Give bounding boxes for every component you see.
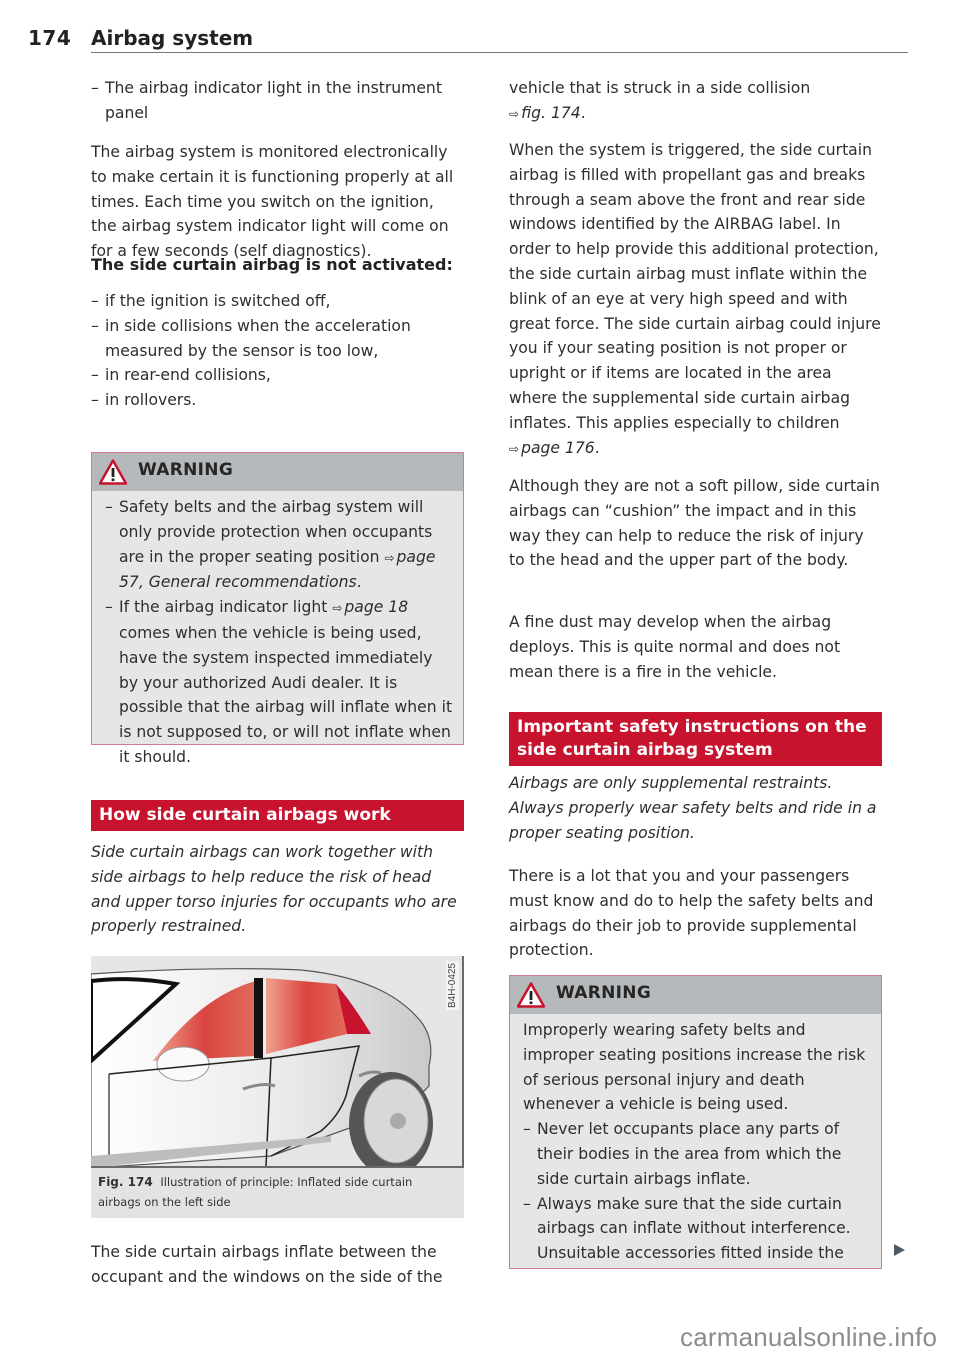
warning-item: – Always make sure that the side curtain airbags can inflate without interference. Unsuitable accessories fitted inside the	[523, 1194, 851, 1263]
list-item: – in rear-end collisions,	[91, 366, 271, 385]
cushion-paragraph: Although they are not a soft pillow, side curtain airbags can “cushion” the impact and in this way they can help to reduce the risk of injury to the head and the upper part of the body.	[509, 477, 880, 570]
header-rule	[91, 52, 908, 53]
continue-arrow-icon	[894, 1244, 905, 1256]
chapter-title: Airbag system	[91, 26, 254, 50]
figure-label: Fig. 174	[98, 1175, 153, 1189]
arrow-right-icon: ⇨	[384, 550, 395, 565]
section-intro: Side curtain airbags can work together with side airbags to help reduce the risk of head and upper torso injuries for occupants who are properly restrained.	[91, 843, 457, 936]
arrow-right-icon: ⇨	[332, 601, 343, 616]
cross-reference-link[interactable]: ⇨ page 18	[332, 598, 409, 617]
page-number: 174	[28, 26, 72, 50]
left-column	[91, 0, 464, 1286]
list-item: – The airbag indicator light in the instrument panel	[91, 76, 464, 126]
not-activated-heading: The side curtain airbag is not activated:	[91, 255, 453, 274]
warning-header	[92, 453, 463, 491]
figure-caption: Fig. 174 Illustration of principle: Inflated side curtain airbags on the left side	[91, 1168, 464, 1218]
list-item: – in side collisions when the acceleration measured by the sensor is too low,	[91, 316, 411, 360]
watermark: carmanualsonline.info	[680, 1322, 938, 1352]
list-item: – if the ignition is switched off,	[91, 292, 331, 310]
warning-triangle-icon	[517, 982, 545, 1008]
warning-box	[91, 452, 464, 766]
car-airbag-illustration	[91, 956, 464, 1168]
warning-label: WARNING	[556, 983, 652, 1003]
section-title-important-safety-instructions: Important safety instructions on the side curtain airbag system	[509, 712, 882, 766]
warning-header	[510, 976, 881, 1014]
car-side-illustration	[91, 956, 464, 1168]
warning-item: – Never let occupants place any parts of their bodies in the area from which the side curtain airbags inflate.	[523, 1120, 842, 1188]
arrow-right-icon: ⇨	[509, 106, 520, 121]
warning-body	[92, 491, 463, 780]
monitor-paragraph: The airbag system is monitored electronically to make certain it is functioning properly at all times. Each time you switch on the ignition, the airbag system indicator light will come on for a few seconds (self diagnostics).	[91, 143, 454, 261]
dust-paragraph: A fine dust may develop when the airbag deploys. This is quite normal and does not mean there is a fire in the vehicle.	[509, 613, 841, 681]
figure-174	[91, 956, 464, 1218]
warning-box	[509, 975, 882, 1269]
list-item: – in rollovers.	[91, 391, 197, 410]
warning-label: WARNING	[138, 460, 234, 480]
warning-triangle-icon	[99, 459, 127, 485]
dash-bullet: –	[91, 79, 99, 97]
cross-reference-link[interactable]: ⇨ page 176	[509, 438, 595, 457]
passengers-paragraph: There is a lot that you and your passengers must know and do to help the safety belts and airbags do their job to provide supplemental protection.	[509, 867, 874, 960]
section-title-how-side-curtain-airbags-work: How side curtain airbags work	[91, 800, 464, 831]
cross-reference-link[interactable]: ⇨ page 57, General recommendations	[119, 547, 436, 592]
continuation-paragraph: vehicle that is struck in a side collision ⇨ fig. 174.	[509, 79, 811, 122]
warning-item: – Safety belts and the airbag system will only provide protection when occupants are in the proper seating position ⇨ page 57, General recommendations.	[105, 498, 436, 592]
triggered-paragraph: When the system is triggered, the side curtain airbag is filled with propellant gas and breaks through a seam above the front and rear side windows identified by the AIRBAG label. In order to help provide this additional protection, the side curtain airbag must inflate within the blink of an eye at very high speed and with great force. The side curtain airbag could injure you if your seating position is not proper or upright or if items are located in the area where the supplemental side curtain airbag inflates. This applies especially to children ⇨ page 176.	[509, 141, 881, 457]
figure-code: B4H-0425	[447, 963, 458, 1009]
section-intro: Airbags are only supplemental restraints. Always properly wear safety belts and ride in a proper seating position.	[509, 774, 877, 842]
not-activated-list	[91, 289, 464, 413]
after-figure-paragraph: The side curtain airbags inflate between the occupant and the windows on the side of the	[91, 1243, 443, 1286]
arrow-right-icon: ⇨	[509, 441, 520, 456]
cross-reference-link[interactable]: ⇨ fig. 174	[509, 103, 581, 122]
warning-body	[510, 1014, 881, 1276]
warning-intro: Improperly wearing safety belts and improper seating positions increase the risk of serious personal injury and death whenever a vehicle is being used.	[523, 1021, 866, 1114]
warning-item: – If the airbag indicator light ⇨ page 18 comes when the vehicle is being used, have the system inspected immediately by your authorized Audi dealer. It is possible that the airbag will inflate when it is not supposed to, or will not inflate when it should.	[105, 598, 453, 766]
